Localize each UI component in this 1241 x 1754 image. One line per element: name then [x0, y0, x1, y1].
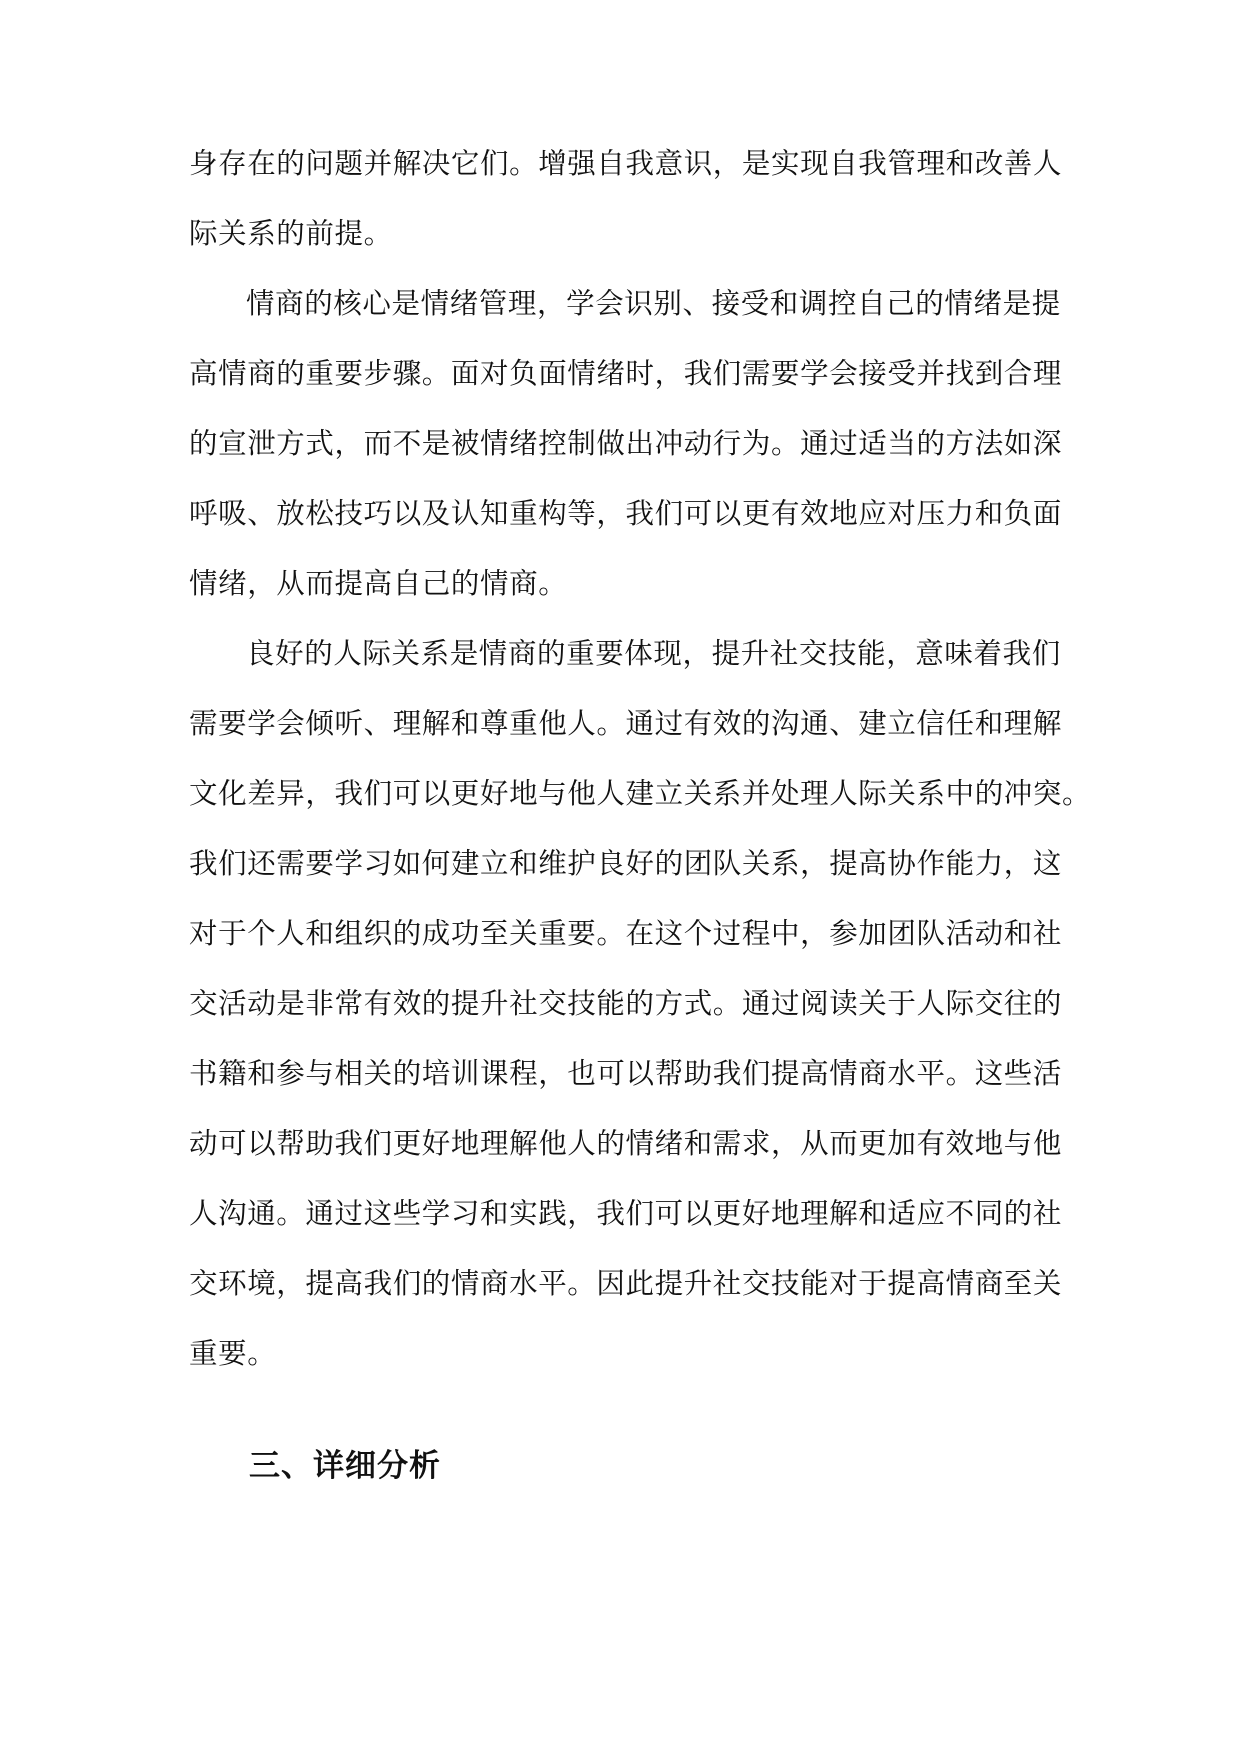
paragraph-3-line-3: 文化差异，我们可以更好地与他人建立关系并处理人际关系中的冲突。 [189, 777, 1092, 810]
paragraph-3-line-1: 良好的人际关系是情商的重要体现，提升社交技能，意味着我们 [246, 637, 1061, 670]
paragraph-3-line-8: 动可以帮助我们更好地理解他人的情绪和需求，从而更加有效地与他 [189, 1127, 1063, 1160]
paragraph-1-line-2: 际关系的前提。 [189, 217, 393, 250]
paragraph-2-line-5: 情绪，从而提高自己的情商。 [189, 567, 568, 600]
paragraph-3-line-4: 我们还需要学习如何建立和维护良好的团队关系，提高协作能力，这 [189, 847, 1063, 880]
paragraph-2-line-3: 的宣泄方式，而不是被情绪控制做出冲动行为。通过适当的方法如深 [189, 427, 1063, 460]
paragraph-3-line-6: 交活动是非常有效的提升社交技能的方式。通过阅读关于人际交往的 [189, 987, 1063, 1020]
paragraph-3-line-5: 对于个人和组织的成功至关重要。在这个过程中，参加团队活动和社 [189, 917, 1063, 950]
paragraph-3-line-9: 人沟通。通过这些学习和实践，我们可以更好地理解和适应不同的社 [189, 1197, 1063, 1230]
paragraph-3-line-2: 需要学会倾听、理解和尊重他人。通过有效的沟通、建立信任和理解 [189, 707, 1063, 740]
paragraph-3-line-7: 书籍和参与相关的培训课程，也可以帮助我们提高情商水平。这些活 [189, 1057, 1063, 1090]
paragraph-3-line-10: 交环境，提高我们的情商水平。因此提升社交技能对于提高情商至关 [189, 1267, 1063, 1300]
paragraph-2-line-1: 情商的核心是情绪管理，学会识别、接受和调控自己的情绪是提 [246, 287, 1061, 320]
section-heading: 三、详细分析 [249, 1448, 441, 1484]
paragraph-2-line-4: 呼吸、放松技巧以及认知重构等，我们可以更有效地应对压力和负面 [189, 497, 1063, 530]
paragraph-3-line-11: 重要。 [189, 1337, 277, 1370]
paragraph-2-line-2: 高情商的重要步骤。面对负面情绪时，我们需要学会接受并找到合理 [189, 357, 1063, 390]
paragraph-1-line-1: 身存在的问题并解决它们。增强自我意识，是实现自我管理和改善人 [189, 147, 1063, 180]
